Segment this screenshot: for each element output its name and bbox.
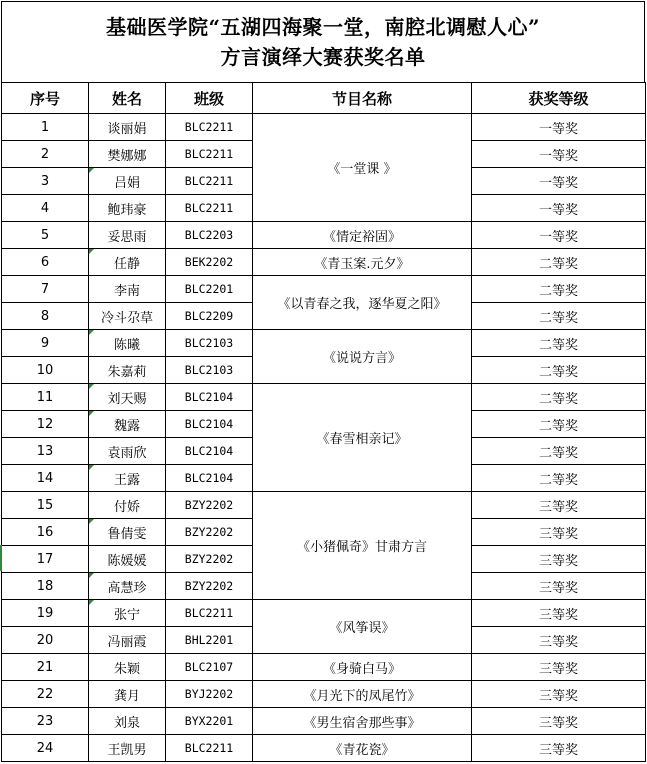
cell-award[interactable]: 一等奖 bbox=[472, 141, 646, 168]
table-row bbox=[2, 681, 646, 708]
cell-class[interactable]: BLC2211 bbox=[166, 600, 253, 627]
cell-name[interactable]: 朱颖 bbox=[89, 654, 166, 681]
cell-program[interactable]: 《一堂课 》 bbox=[253, 114, 472, 222]
cell-program[interactable]: 《青玉案.元夕》 bbox=[253, 249, 472, 276]
cell-class[interactable]: BLC2104 bbox=[166, 438, 253, 465]
cell-no[interactable]: 4 bbox=[2, 195, 89, 222]
cell-award[interactable]: 三等奖 bbox=[472, 492, 646, 519]
cell-class[interactable]: BZY2202 bbox=[166, 546, 253, 573]
cell-name[interactable]: 谈丽娟 bbox=[89, 114, 166, 141]
cell-award[interactable]: 三等奖 bbox=[472, 627, 646, 654]
cell-class[interactable]: BLC2211 bbox=[166, 168, 253, 195]
cell-program[interactable]: 《情定裕固》 bbox=[253, 222, 472, 249]
cell-award[interactable]: 三等奖 bbox=[472, 600, 646, 627]
cell-class[interactable]: BHL2201 bbox=[166, 627, 253, 654]
cell-no[interactable]: 20 bbox=[2, 627, 89, 654]
cell-award[interactable]: 二等奖 bbox=[472, 357, 646, 384]
header-award[interactable]: 获奖等级 bbox=[472, 83, 646, 114]
cell-name[interactable]: 龚月 bbox=[89, 681, 166, 708]
cell-program[interactable]: 《月光下的凤尾竹》 bbox=[253, 681, 472, 708]
cell-award[interactable]: 三等奖 bbox=[472, 546, 646, 573]
cell-no[interactable]: 12 bbox=[2, 411, 89, 438]
cell-no[interactable]: 2 bbox=[2, 141, 89, 168]
cell-name[interactable]: 吕娟 bbox=[89, 168, 166, 195]
cell-award[interactable]: 三等奖 bbox=[472, 681, 646, 708]
header-no[interactable]: 序号 bbox=[2, 83, 89, 114]
cell-award[interactable]: 二等奖 bbox=[472, 249, 646, 276]
cell-name[interactable]: 付娇 bbox=[89, 492, 166, 519]
cell-name[interactable]: 冷斗尕草 bbox=[89, 303, 166, 330]
table-body bbox=[2, 114, 646, 762]
cell-award[interactable]: 一等奖 bbox=[472, 114, 646, 141]
cell-no[interactable]: 9 bbox=[2, 330, 89, 357]
cell-award[interactable]: 二等奖 bbox=[472, 330, 646, 357]
cell-award[interactable]: 三等奖 bbox=[472, 708, 646, 735]
table-row bbox=[2, 222, 646, 249]
cell-name[interactable]: 樊娜娜 bbox=[89, 141, 166, 168]
cell-name[interactable]: 妥思雨 bbox=[89, 222, 166, 249]
cell-award[interactable]: 三等奖 bbox=[472, 654, 646, 681]
cell-award[interactable]: 一等奖 bbox=[472, 222, 646, 249]
cell-award[interactable]: 二等奖 bbox=[472, 438, 646, 465]
cell-class[interactable]: BLC2201 bbox=[166, 276, 253, 303]
header-class[interactable]: 班级 bbox=[166, 83, 253, 114]
cell-class[interactable]: BZY2202 bbox=[166, 519, 253, 546]
header-row bbox=[2, 83, 646, 114]
cell-name[interactable]: 陈曦 bbox=[89, 330, 166, 357]
table-row bbox=[2, 276, 646, 303]
cell-class[interactable]: BLC2209 bbox=[166, 303, 253, 330]
cell-no[interactable]: 21 bbox=[2, 654, 89, 681]
cell-no[interactable]: 16 bbox=[2, 519, 89, 546]
table-row bbox=[2, 654, 646, 681]
cell-class[interactable]: BLC2104 bbox=[166, 465, 253, 492]
title-line-1: 基础医学院“五湖四海聚一堂，南腔北调慰人心” bbox=[105, 15, 540, 39]
cell-name[interactable]: 高慧珍 bbox=[89, 573, 166, 600]
cell-name[interactable]: 袁雨欣 bbox=[89, 438, 166, 465]
cell-program[interactable]: 《风筝误》 bbox=[253, 600, 472, 654]
table-row bbox=[2, 492, 646, 519]
cell-no[interactable]: 1 bbox=[2, 114, 89, 141]
cell-class[interactable]: BLC2211 bbox=[166, 735, 253, 762]
cell-no[interactable]: 23 bbox=[2, 708, 89, 735]
cell-class[interactable]: BZY2202 bbox=[166, 492, 253, 519]
cell-name[interactable]: 鲍玮豪 bbox=[89, 195, 166, 222]
cell-class[interactable]: BLC2211 bbox=[166, 114, 253, 141]
cell-no[interactable]: 18 bbox=[2, 573, 89, 600]
cell-no[interactable]: 8 bbox=[2, 303, 89, 330]
cell-award[interactable]: 一等奖 bbox=[472, 168, 646, 195]
award-list-sheet bbox=[1, 1, 645, 762]
cell-class[interactable]: BYX2201 bbox=[166, 708, 253, 735]
header-name[interactable]: 姓名 bbox=[89, 83, 166, 114]
cell-program[interactable]: 《以青春之我，逐华夏之阳》 bbox=[253, 276, 472, 330]
cell-no[interactable]: 13 bbox=[2, 438, 89, 465]
cell-class[interactable]: BLC2103 bbox=[166, 357, 253, 384]
cell-name[interactable]: 朱嘉莉 bbox=[89, 357, 166, 384]
cell-name[interactable]: 鲁倩雯 bbox=[89, 519, 166, 546]
cell-no[interactable]: 5 bbox=[2, 222, 89, 249]
cell-award[interactable]: 一等奖 bbox=[472, 195, 646, 222]
cell-no[interactable]: 6 bbox=[2, 249, 89, 276]
cell-class[interactable]: BLC2103 bbox=[166, 330, 253, 357]
cell-award[interactable]: 二等奖 bbox=[472, 276, 646, 303]
cell-program[interactable]: 《说说方言》 bbox=[253, 330, 472, 384]
cell-award[interactable]: 二等奖 bbox=[472, 465, 646, 492]
cell-name[interactable]: 刘泉 bbox=[89, 708, 166, 735]
cell-name[interactable]: 王凯男 bbox=[89, 735, 166, 762]
cell-class[interactable]: BLC2211 bbox=[166, 141, 253, 168]
cell-award[interactable]: 二等奖 bbox=[472, 384, 646, 411]
cell-name[interactable]: 冯丽霞 bbox=[89, 627, 166, 654]
award-table bbox=[1, 82, 646, 762]
cell-award[interactable]: 二等奖 bbox=[472, 411, 646, 438]
cell-class[interactable]: BLC2107 bbox=[166, 654, 253, 681]
cell-program[interactable]: 《青花瓷》 bbox=[253, 735, 472, 762]
cell-no[interactable]: 19 bbox=[2, 600, 89, 627]
cell-no[interactable]: 14 bbox=[2, 465, 89, 492]
cell-program[interactable]: 《小猪佩奇》甘肃方言 bbox=[253, 492, 472, 600]
cell-award[interactable]: 三等奖 bbox=[472, 519, 646, 546]
table-row bbox=[2, 249, 646, 276]
cell-name[interactable]: 王露 bbox=[89, 465, 166, 492]
cell-class[interactable]: BZY2202 bbox=[166, 573, 253, 600]
cell-program[interactable]: 《身骑白马》 bbox=[253, 654, 472, 681]
title-line-2: 方言演绎大赛获奖名单 bbox=[220, 45, 426, 69]
cell-award[interactable]: 三等奖 bbox=[472, 735, 646, 762]
cell-name[interactable]: 刘天赐 bbox=[89, 384, 166, 411]
cell-name[interactable]: 张宁 bbox=[89, 600, 166, 627]
table-row bbox=[2, 114, 646, 141]
cell-award[interactable]: 二等奖 bbox=[472, 303, 646, 330]
cell-program[interactable]: 《春雪相亲记》 bbox=[253, 384, 472, 492]
cell-class[interactable]: BLC2211 bbox=[166, 195, 253, 222]
cell-no[interactable]: 11 bbox=[2, 384, 89, 411]
cell-class[interactable]: BEK2202 bbox=[166, 249, 253, 276]
cell-class[interactable]: BYJ2202 bbox=[166, 681, 253, 708]
cell-no[interactable]: 7 bbox=[2, 276, 89, 303]
table-row bbox=[2, 735, 646, 762]
cell-name[interactable]: 任静 bbox=[89, 249, 166, 276]
cell-class[interactable]: BLC2104 bbox=[166, 411, 253, 438]
table-row bbox=[2, 330, 646, 357]
row-indicator-mark bbox=[0, 545, 2, 571]
cell-no[interactable]: 17 bbox=[2, 546, 89, 573]
cell-class[interactable]: BLC2203 bbox=[166, 222, 253, 249]
table-row bbox=[2, 708, 646, 735]
cell-no[interactable]: 10 bbox=[2, 357, 89, 384]
cell-award[interactable]: 三等奖 bbox=[472, 573, 646, 600]
title-block bbox=[1, 1, 645, 82]
cell-program[interactable]: 《男生宿舍那些事》 bbox=[253, 708, 472, 735]
cell-name[interactable]: 李南 bbox=[89, 276, 166, 303]
cell-no[interactable]: 3 bbox=[2, 168, 89, 195]
cell-name[interactable]: 陈媛媛 bbox=[89, 546, 166, 573]
cell-name[interactable]: 魏露 bbox=[89, 411, 166, 438]
cell-no[interactable]: 15 bbox=[2, 492, 89, 519]
cell-no[interactable]: 24 bbox=[2, 735, 89, 762]
table-row bbox=[2, 384, 646, 411]
table-row bbox=[2, 600, 646, 627]
header-program[interactable]: 节目名称 bbox=[253, 83, 472, 114]
cell-no[interactable]: 22 bbox=[2, 681, 89, 708]
cell-class[interactable]: BLC2104 bbox=[166, 384, 253, 411]
